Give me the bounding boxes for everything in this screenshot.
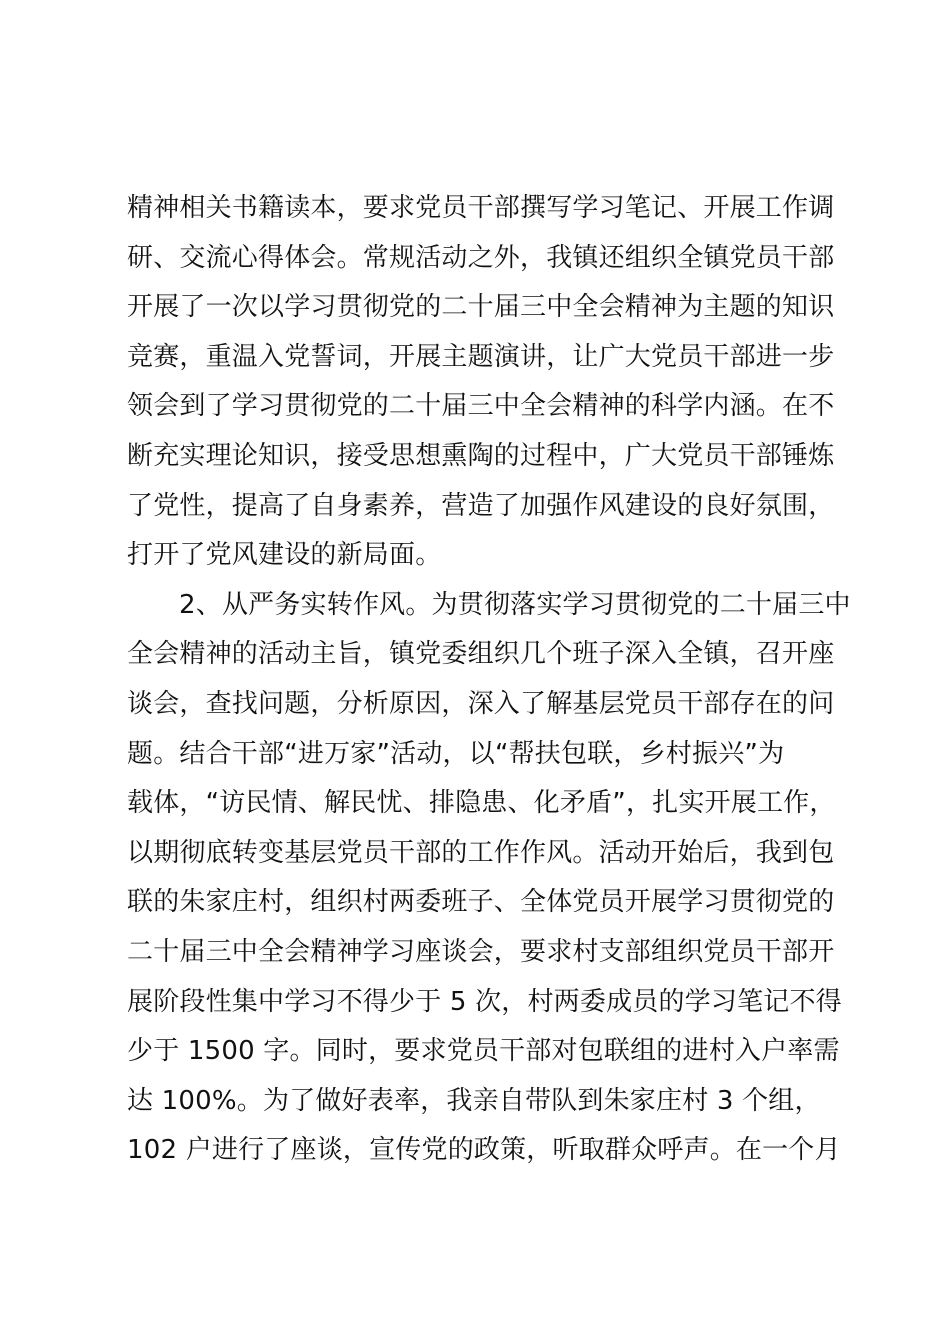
- body-text: [127, 184, 851, 1176]
- text-line: 二十届三中全会精神学习座谈会，要求村支部组织党员干部开: [127, 936, 835, 967]
- text-line: 102 户进行了座谈，宣传党的政策，听取群众呼声。在一个月: [127, 1135, 841, 1166]
- text-line: 达 100%。为了做好表率，我亲自带队到朱家庄村 3 个组，: [127, 1085, 821, 1116]
- text-line: 以期彻底转变基层党员干部的工作作风。活动开始后，我到包: [127, 837, 835, 868]
- text-line: 谈会，查找问题，分析原因，深入了解基层党员干部存在的问: [127, 688, 835, 719]
- paragraph-start-line: 2、从严务实转作风。为贯彻落实学习贯彻党的二十届三中: [179, 589, 851, 620]
- text-line: 开展了一次以学习贯彻党的二十届三中全会精神为主题的知识: [127, 292, 835, 323]
- text-line: 联的朱家庄村，组织村两委班子、全体党员开展学习贯彻党的: [127, 887, 835, 918]
- text-line: 打开了党风建设的新局面。: [127, 540, 442, 571]
- text-line: 载体，“访民情、解民忧、排隐患、化矛盾”，扎实开展工作，: [127, 788, 836, 819]
- text-line: 精神相关书籍读本，要求党员干部撰写学习笔记、开展工作调: [127, 193, 835, 223]
- text-line: 展阶段性集中学习不得少于 5 次，村两委成员的学习笔记不得: [127, 986, 842, 1017]
- text-line: 全会精神的活动主旨，镇党委组织几个班子深入全镇，召开座: [127, 639, 835, 670]
- text-line: 了党性，提高了自身素养，营造了加强作风建设的良好氛围，: [127, 490, 835, 521]
- text-line: 断充实理论知识，接受思想熏陶的过程中，广大党员干部锤炼: [127, 440, 835, 471]
- text-line: 题。结合干部“进万家”活动，以“帮扶包联，乡村振兴”为: [127, 738, 785, 769]
- text-line: 竞赛，重温入党誓词，开展主题演讲，让广大党员干部进一步: [127, 341, 835, 372]
- text-line: 少于 1500 字。同时，要求党员干部对包联组的进村入户率需: [127, 1036, 840, 1067]
- text-line: 研、交流心得体会。常规活动之外，我镇还组织全镇党员干部: [127, 242, 835, 273]
- text-line: 领会到了学习贯彻党的二十届三中全会精神的科学内涵。在不: [127, 391, 835, 422]
